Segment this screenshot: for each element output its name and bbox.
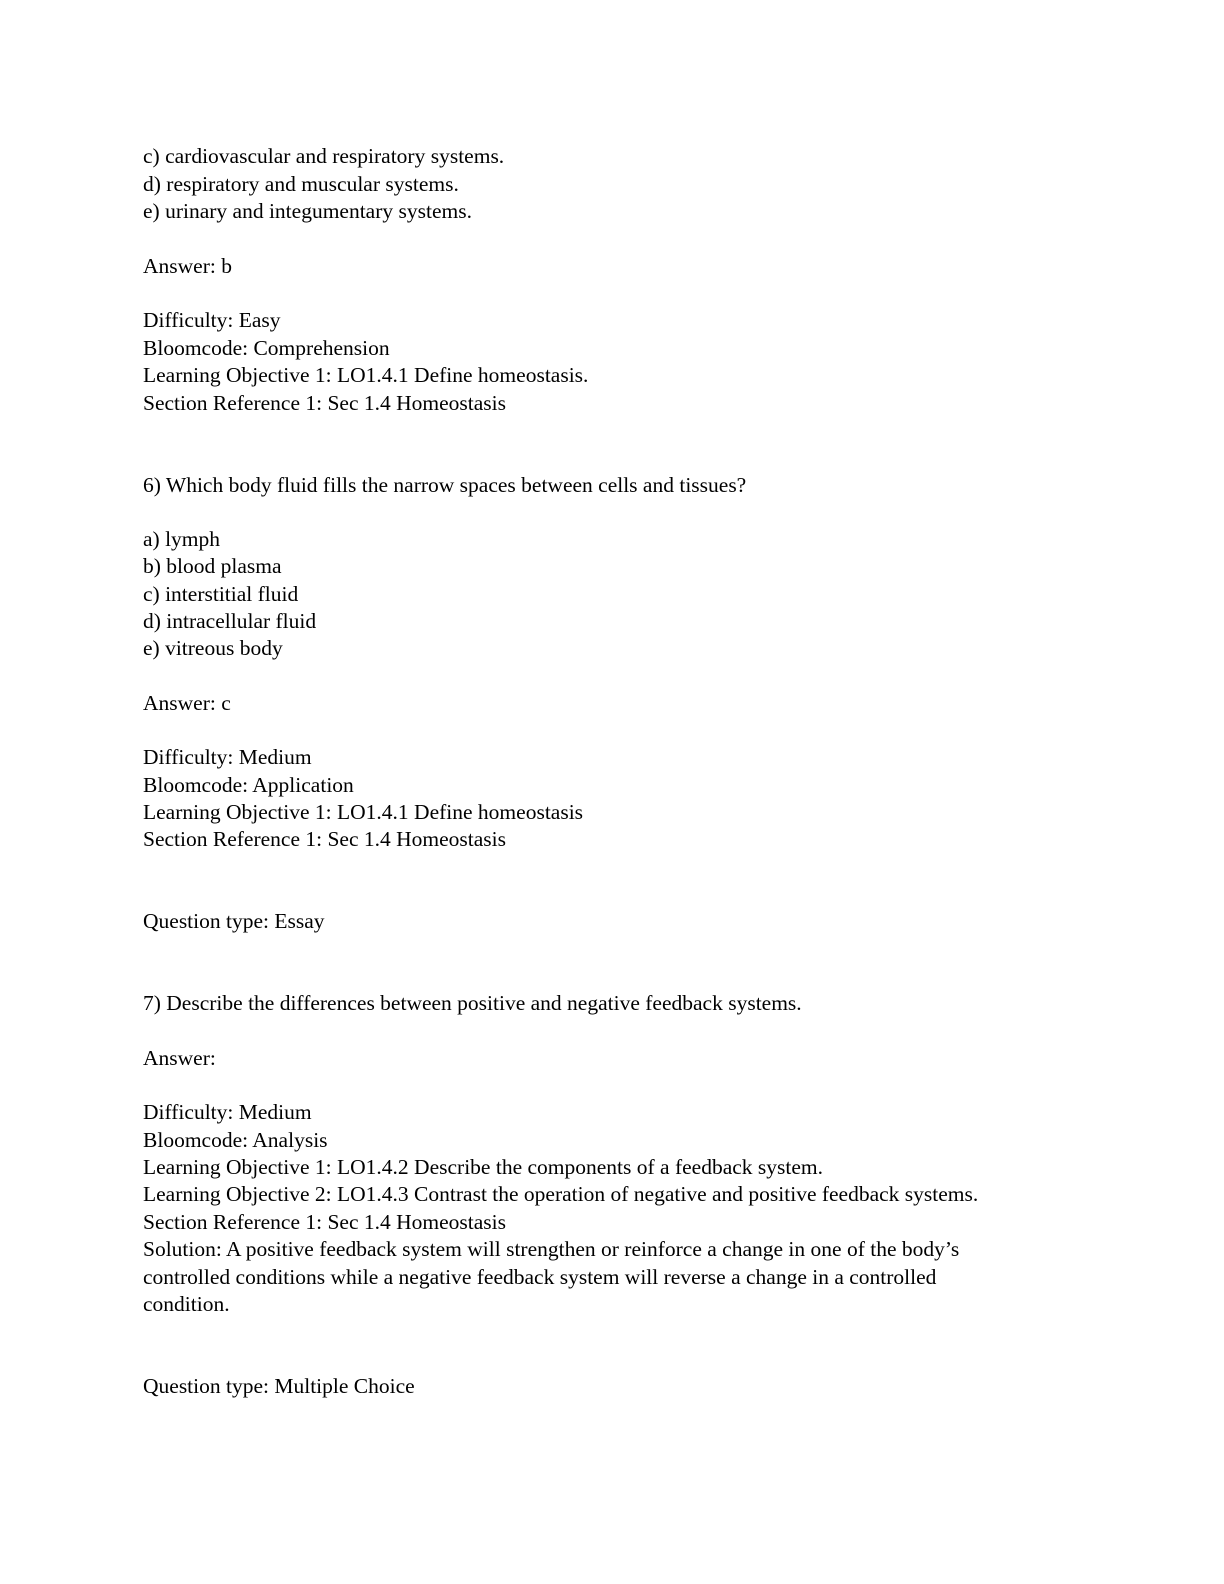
q5-learning-objective-1: Learning Objective 1: LO1.4.1 Define homeostasis. [143, 363, 589, 387]
q6-bloomcode: Bloomcode: Application [143, 773, 354, 797]
q7-bloomcode: Bloomcode: Analysis [143, 1128, 328, 1152]
q7-solution-line-2: controlled conditions while a negative feedback system will reverse a change in a controlled [143, 1265, 937, 1289]
q6-option-b: b) blood plasma [143, 554, 282, 578]
question-type-multiple-choice: Question type: Multiple Choice [143, 1374, 415, 1398]
q6-difficulty: Difficulty: Medium [143, 745, 312, 769]
q7-difficulty: Difficulty: Medium [143, 1100, 312, 1124]
q5-difficulty: Difficulty: Easy [143, 308, 281, 332]
q7-answer: Answer: [143, 1046, 216, 1070]
q6-answer: Answer: c [143, 691, 231, 715]
q6-section-reference: Section Reference 1: Sec 1.4 Homeostasis [143, 827, 507, 851]
q5-option-d: d) respiratory and muscular systems. [143, 172, 459, 196]
q6-option-d: d) intracellular fluid [143, 609, 317, 633]
q5-option-c: c) cardiovascular and respiratory systems. [143, 144, 505, 168]
q5-section-reference: Section Reference 1: Sec 1.4 Homeostasis [143, 391, 507, 415]
q6-option-e: e) vitreous body [143, 636, 283, 660]
q5-bloomcode: Bloomcode: Comprehension [143, 336, 390, 360]
q7-section-reference: Section Reference 1: Sec 1.4 Homeostasis [143, 1210, 507, 1234]
q6-option-a: a) lymph [143, 527, 221, 551]
q7-learning-objective-1: Learning Objective 1: LO1.4.2 Describe the components of a feedback system. [143, 1155, 824, 1179]
q5-option-e: e) urinary and integumentary systems. [143, 199, 472, 223]
q7-solution-line-3: condition. [143, 1292, 230, 1316]
q7-learning-objective-2: Learning Objective 2: LO1.4.3 Contrast the operation of negative and positive feedback systems. [143, 1182, 979, 1206]
q7-question: 7) Describe the differences between positive and negative feedback systems. [143, 991, 802, 1015]
question-type-essay: Question type: Essay [143, 909, 325, 933]
q6-learning-objective-1: Learning Objective 1: LO1.4.1 Define homeostasis [143, 800, 584, 824]
q6-question: 6) Which body fluid fills the narrow spaces between cells and tissues? [143, 473, 747, 497]
q5-answer: Answer: b [143, 254, 232, 278]
q6-option-c: c) interstitial fluid [143, 582, 299, 606]
q7-solution-line-1: Solution: A positive feedback system will strengthen or reinforce a change in one of the body’s [143, 1237, 960, 1261]
